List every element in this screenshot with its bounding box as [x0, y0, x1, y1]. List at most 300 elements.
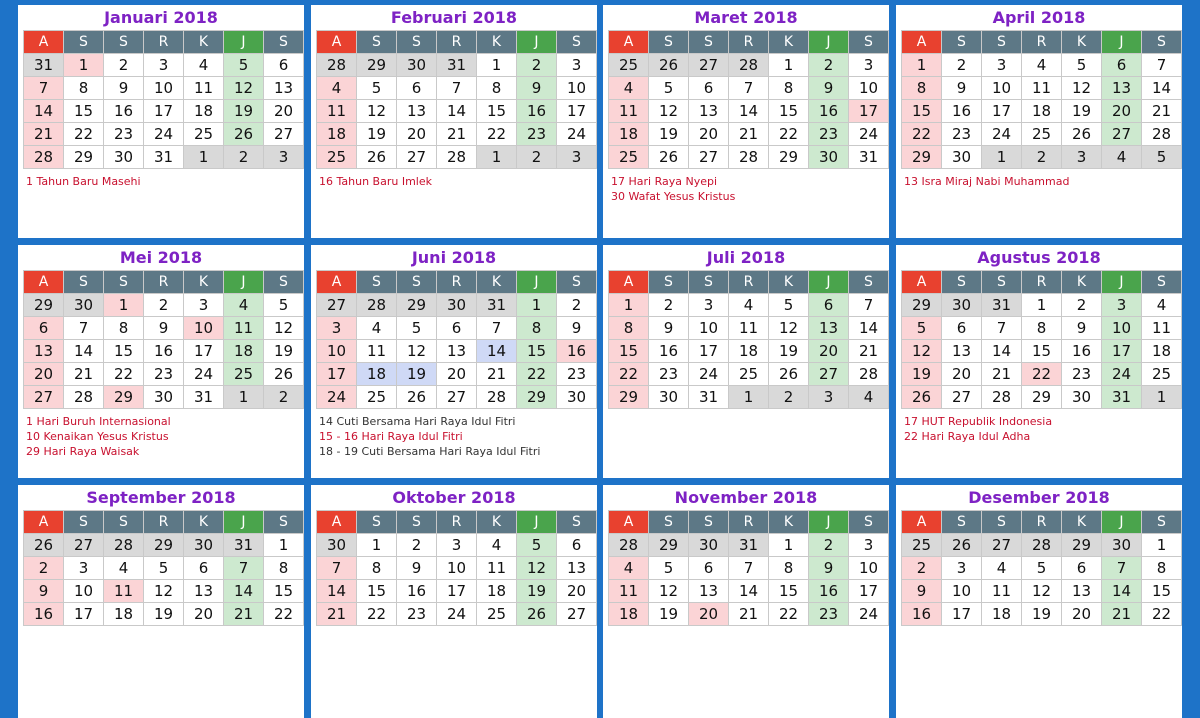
day-cell[interactable]: 9 — [1062, 317, 1102, 340]
day-cell[interactable]: 1 — [477, 54, 517, 77]
day-cell[interactable]: 22 — [1142, 603, 1182, 626]
day-cell[interactable]: 11 — [357, 340, 397, 363]
day-cell[interactable]: 10 — [144, 77, 184, 100]
day-cell[interactable]: 4 — [1022, 54, 1062, 77]
day-cell[interactable]: 31 — [144, 146, 184, 169]
day-cell[interactable]: 7 — [64, 317, 104, 340]
day-cell[interactable]: 9 — [557, 317, 597, 340]
day-cell[interactable]: 12 — [397, 340, 437, 363]
day-cell[interactable]: 10 — [982, 77, 1022, 100]
day-cell[interactable]: 9 — [104, 77, 144, 100]
day-cell[interactable]: 2 — [1022, 146, 1062, 169]
day-cell[interactable]: 13 — [689, 100, 729, 123]
day-cell[interactable]: 1 — [1142, 386, 1182, 409]
day-cell[interactable]: 25 — [729, 363, 769, 386]
day-cell[interactable]: 18 — [224, 340, 264, 363]
day-cell[interactable]: 15 — [902, 100, 942, 123]
day-cell[interactable]: 31 — [477, 294, 517, 317]
day-cell[interactable]: 5 — [649, 77, 689, 100]
day-cell[interactable]: 20 — [689, 123, 729, 146]
day-cell[interactable]: 22 — [902, 123, 942, 146]
day-cell[interactable]: 9 — [809, 77, 849, 100]
day-cell[interactable]: 23 — [517, 123, 557, 146]
day-cell[interactable]: 21 — [729, 123, 769, 146]
day-cell[interactable]: 20 — [437, 363, 477, 386]
day-cell[interactable]: 21 — [224, 603, 264, 626]
day-cell[interactable]: 5 — [1062, 54, 1102, 77]
day-cell[interactable]: 23 — [809, 603, 849, 626]
day-cell[interactable]: 20 — [397, 123, 437, 146]
day-cell[interactable]: 6 — [809, 294, 849, 317]
day-cell[interactable]: 26 — [649, 146, 689, 169]
day-cell[interactable]: 22 — [609, 363, 649, 386]
day-cell[interactable]: 18 — [184, 100, 224, 123]
day-cell[interactable]: 13 — [184, 580, 224, 603]
day-cell[interactable]: 25 — [609, 54, 649, 77]
day-cell[interactable]: 5 — [769, 294, 809, 317]
day-cell[interactable]: 9 — [24, 580, 64, 603]
day-cell[interactable]: 28 — [849, 363, 889, 386]
day-cell[interactable]: 12 — [264, 317, 304, 340]
day-cell[interactable]: 1 — [1022, 294, 1062, 317]
day-cell[interactable]: 10 — [437, 557, 477, 580]
day-cell[interactable]: 26 — [902, 386, 942, 409]
day-cell[interactable]: 12 — [144, 580, 184, 603]
day-cell[interactable]: 3 — [64, 557, 104, 580]
day-cell[interactable]: 15 — [64, 100, 104, 123]
day-cell[interactable]: 29 — [649, 534, 689, 557]
day-cell[interactable]: 3 — [1102, 294, 1142, 317]
day-cell[interactable]: 15 — [1022, 340, 1062, 363]
day-cell[interactable]: 26 — [397, 386, 437, 409]
day-cell[interactable]: 1 — [224, 386, 264, 409]
day-cell[interactable]: 21 — [729, 603, 769, 626]
day-cell[interactable]: 12 — [902, 340, 942, 363]
day-cell[interactable]: 3 — [317, 317, 357, 340]
day-cell[interactable]: 3 — [689, 294, 729, 317]
day-cell[interactable]: 17 — [849, 580, 889, 603]
day-cell[interactable]: 2 — [769, 386, 809, 409]
day-cell[interactable]: 16 — [1062, 340, 1102, 363]
day-cell[interactable]: 30 — [649, 386, 689, 409]
day-cell[interactable]: 4 — [729, 294, 769, 317]
day-cell[interactable]: 2 — [902, 557, 942, 580]
day-cell[interactable]: 21 — [437, 123, 477, 146]
day-cell[interactable]: 17 — [942, 603, 982, 626]
day-cell[interactable]: 7 — [1142, 54, 1182, 77]
day-cell[interactable]: 27 — [24, 386, 64, 409]
day-cell[interactable]: 29 — [357, 54, 397, 77]
day-cell[interactable]: 6 — [184, 557, 224, 580]
day-cell[interactable]: 4 — [1102, 146, 1142, 169]
day-cell[interactable]: 20 — [24, 363, 64, 386]
day-cell[interactable]: 18 — [1142, 340, 1182, 363]
day-cell[interactable]: 7 — [1102, 557, 1142, 580]
day-cell[interactable]: 23 — [104, 123, 144, 146]
day-cell[interactable]: 14 — [317, 580, 357, 603]
day-cell[interactable]: 16 — [557, 340, 597, 363]
day-cell[interactable]: 31 — [689, 386, 729, 409]
day-cell[interactable]: 15 — [264, 580, 304, 603]
day-cell[interactable]: 28 — [477, 386, 517, 409]
day-cell[interactable]: 5 — [264, 294, 304, 317]
day-cell[interactable]: 26 — [649, 54, 689, 77]
day-cell[interactable]: 20 — [1102, 100, 1142, 123]
day-cell[interactable]: 8 — [264, 557, 304, 580]
day-cell[interactable]: 6 — [1062, 557, 1102, 580]
day-cell[interactable]: 31 — [1102, 386, 1142, 409]
day-cell[interactable]: 9 — [517, 77, 557, 100]
day-cell[interactable]: 12 — [1062, 77, 1102, 100]
day-cell[interactable]: 24 — [184, 363, 224, 386]
day-cell[interactable]: 28 — [1022, 534, 1062, 557]
day-cell[interactable]: 15 — [769, 580, 809, 603]
day-cell[interactable]: 1 — [104, 294, 144, 317]
day-cell[interactable]: 17 — [64, 603, 104, 626]
day-cell[interactable]: 30 — [1102, 534, 1142, 557]
day-cell[interactable]: 29 — [517, 386, 557, 409]
day-cell[interactable]: 1 — [609, 294, 649, 317]
day-cell[interactable]: 5 — [1022, 557, 1062, 580]
day-cell[interactable]: 27 — [809, 363, 849, 386]
day-cell[interactable]: 10 — [849, 557, 889, 580]
day-cell[interactable]: 4 — [982, 557, 1022, 580]
day-cell[interactable]: 27 — [1102, 123, 1142, 146]
day-cell[interactable]: 19 — [144, 603, 184, 626]
day-cell[interactable]: 10 — [317, 340, 357, 363]
day-cell[interactable]: 19 — [902, 363, 942, 386]
day-cell[interactable]: 29 — [1062, 534, 1102, 557]
day-cell[interactable]: 10 — [64, 580, 104, 603]
day-cell[interactable]: 5 — [517, 534, 557, 557]
day-cell[interactable]: 29 — [64, 146, 104, 169]
day-cell[interactable]: 28 — [729, 146, 769, 169]
day-cell[interactable]: 19 — [769, 340, 809, 363]
day-cell[interactable]: 2 — [517, 146, 557, 169]
day-cell[interactable]: 18 — [104, 603, 144, 626]
day-cell[interactable]: 16 — [809, 100, 849, 123]
day-cell[interactable]: 4 — [357, 317, 397, 340]
day-cell[interactable]: 30 — [942, 146, 982, 169]
day-cell[interactable]: 3 — [849, 534, 889, 557]
day-cell[interactable]: 18 — [982, 603, 1022, 626]
day-cell[interactable]: 3 — [557, 146, 597, 169]
day-cell[interactable]: 13 — [689, 580, 729, 603]
day-cell[interactable]: 7 — [729, 77, 769, 100]
day-cell[interactable]: 26 — [942, 534, 982, 557]
day-cell[interactable]: 17 — [317, 363, 357, 386]
day-cell[interactable]: 5 — [144, 557, 184, 580]
day-cell[interactable]: 27 — [942, 386, 982, 409]
day-cell[interactable]: 19 — [264, 340, 304, 363]
day-cell[interactable]: 24 — [144, 123, 184, 146]
day-cell[interactable]: 5 — [649, 557, 689, 580]
day-cell[interactable]: 10 — [1102, 317, 1142, 340]
day-cell[interactable]: 1 — [769, 54, 809, 77]
day-cell[interactable]: 2 — [144, 294, 184, 317]
day-cell[interactable]: 2 — [942, 54, 982, 77]
day-cell[interactable]: 24 — [557, 123, 597, 146]
day-cell[interactable]: 16 — [144, 340, 184, 363]
day-cell[interactable]: 8 — [357, 557, 397, 580]
day-cell[interactable]: 16 — [104, 100, 144, 123]
day-cell[interactable]: 23 — [942, 123, 982, 146]
day-cell[interactable]: 18 — [357, 363, 397, 386]
day-cell[interactable]: 17 — [689, 340, 729, 363]
day-cell[interactable]: 4 — [317, 77, 357, 100]
day-cell[interactable]: 7 — [437, 77, 477, 100]
day-cell[interactable]: 31 — [729, 534, 769, 557]
day-cell[interactable]: 18 — [609, 603, 649, 626]
day-cell[interactable]: 15 — [477, 100, 517, 123]
day-cell[interactable]: 22 — [264, 603, 304, 626]
day-cell[interactable]: 7 — [729, 557, 769, 580]
day-cell[interactable]: 17 — [557, 100, 597, 123]
day-cell[interactable]: 22 — [64, 123, 104, 146]
day-cell[interactable]: 10 — [557, 77, 597, 100]
day-cell[interactable]: 25 — [1022, 123, 1062, 146]
day-cell[interactable]: 13 — [264, 77, 304, 100]
day-cell[interactable]: 14 — [1102, 580, 1142, 603]
day-cell[interactable]: 18 — [317, 123, 357, 146]
day-cell[interactable]: 21 — [1102, 603, 1142, 626]
day-cell[interactable]: 26 — [264, 363, 304, 386]
day-cell[interactable]: 24 — [437, 603, 477, 626]
day-cell[interactable]: 3 — [849, 54, 889, 77]
day-cell[interactable]: 17 — [849, 100, 889, 123]
day-cell[interactable]: 3 — [942, 557, 982, 580]
day-cell[interactable]: 29 — [902, 146, 942, 169]
day-cell[interactable]: 6 — [557, 534, 597, 557]
day-cell[interactable]: 6 — [689, 557, 729, 580]
day-cell[interactable]: 30 — [689, 534, 729, 557]
day-cell[interactable]: 1 — [357, 534, 397, 557]
day-cell[interactable]: 7 — [224, 557, 264, 580]
day-cell[interactable]: 29 — [769, 146, 809, 169]
day-cell[interactable]: 9 — [144, 317, 184, 340]
day-cell[interactable]: 2 — [104, 54, 144, 77]
day-cell[interactable]: 23 — [649, 363, 689, 386]
day-cell[interactable]: 21 — [317, 603, 357, 626]
day-cell[interactable]: 21 — [24, 123, 64, 146]
day-cell[interactable]: 4 — [477, 534, 517, 557]
day-cell[interactable]: 12 — [1022, 580, 1062, 603]
day-cell[interactable]: 19 — [397, 363, 437, 386]
day-cell[interactable]: 28 — [317, 54, 357, 77]
day-cell[interactable]: 11 — [1142, 317, 1182, 340]
day-cell[interactable]: 4 — [609, 77, 649, 100]
day-cell[interactable]: 2 — [649, 294, 689, 317]
day-cell[interactable]: 5 — [357, 77, 397, 100]
day-cell[interactable]: 27 — [437, 386, 477, 409]
day-cell[interactable]: 21 — [849, 340, 889, 363]
day-cell[interactable]: 30 — [104, 146, 144, 169]
day-cell[interactable]: 14 — [64, 340, 104, 363]
day-cell[interactable]: 28 — [609, 534, 649, 557]
day-cell[interactable]: 16 — [902, 603, 942, 626]
day-cell[interactable]: 25 — [477, 603, 517, 626]
day-cell[interactable]: 25 — [317, 146, 357, 169]
day-cell[interactable]: 20 — [809, 340, 849, 363]
day-cell[interactable]: 31 — [24, 54, 64, 77]
day-cell[interactable]: 6 — [264, 54, 304, 77]
day-cell[interactable]: 4 — [104, 557, 144, 580]
day-cell[interactable]: 3 — [437, 534, 477, 557]
day-cell[interactable]: 27 — [557, 603, 597, 626]
day-cell[interactable]: 7 — [317, 557, 357, 580]
day-cell[interactable]: 21 — [1142, 100, 1182, 123]
day-cell[interactable]: 8 — [902, 77, 942, 100]
day-cell[interactable]: 4 — [184, 54, 224, 77]
day-cell[interactable]: 10 — [689, 317, 729, 340]
day-cell[interactable]: 17 — [437, 580, 477, 603]
day-cell[interactable]: 19 — [649, 603, 689, 626]
day-cell[interactable]: 2 — [397, 534, 437, 557]
day-cell[interactable]: 10 — [942, 580, 982, 603]
day-cell[interactable]: 31 — [184, 386, 224, 409]
day-cell[interactable]: 24 — [849, 603, 889, 626]
day-cell[interactable]: 14 — [24, 100, 64, 123]
day-cell[interactable]: 10 — [184, 317, 224, 340]
day-cell[interactable]: 5 — [902, 317, 942, 340]
day-cell[interactable]: 22 — [357, 603, 397, 626]
day-cell[interactable]: 17 — [1102, 340, 1142, 363]
day-cell[interactable]: 8 — [769, 77, 809, 100]
day-cell[interactable]: 8 — [1142, 557, 1182, 580]
day-cell[interactable]: 9 — [649, 317, 689, 340]
day-cell[interactable]: 28 — [64, 386, 104, 409]
day-cell[interactable]: 14 — [437, 100, 477, 123]
day-cell[interactable]: 6 — [1102, 54, 1142, 77]
day-cell[interactable]: 19 — [357, 123, 397, 146]
day-cell[interactable]: 24 — [689, 363, 729, 386]
day-cell[interactable]: 26 — [517, 603, 557, 626]
day-cell[interactable]: 11 — [104, 580, 144, 603]
day-cell[interactable]: 22 — [477, 123, 517, 146]
day-cell[interactable]: 19 — [224, 100, 264, 123]
day-cell[interactable]: 14 — [477, 340, 517, 363]
day-cell[interactable]: 18 — [1022, 100, 1062, 123]
day-cell[interactable]: 29 — [104, 386, 144, 409]
day-cell[interactable]: 30 — [397, 54, 437, 77]
day-cell[interactable]: 11 — [729, 317, 769, 340]
day-cell[interactable]: 14 — [729, 580, 769, 603]
day-cell[interactable]: 20 — [184, 603, 224, 626]
day-cell[interactable]: 3 — [1062, 146, 1102, 169]
day-cell[interactable]: 24 — [982, 123, 1022, 146]
day-cell[interactable]: 26 — [24, 534, 64, 557]
day-cell[interactable]: 23 — [397, 603, 437, 626]
day-cell[interactable]: 31 — [224, 534, 264, 557]
day-cell[interactable]: 15 — [357, 580, 397, 603]
day-cell[interactable]: 2 — [24, 557, 64, 580]
day-cell[interactable]: 14 — [729, 100, 769, 123]
day-cell[interactable]: 17 — [144, 100, 184, 123]
day-cell[interactable]: 24 — [1102, 363, 1142, 386]
day-cell[interactable]: 1 — [982, 146, 1022, 169]
day-cell[interactable]: 28 — [437, 146, 477, 169]
day-cell[interactable]: 4 — [609, 557, 649, 580]
day-cell[interactable]: 16 — [397, 580, 437, 603]
day-cell[interactable]: 22 — [517, 363, 557, 386]
day-cell[interactable]: 20 — [557, 580, 597, 603]
day-cell[interactable]: 3 — [144, 54, 184, 77]
day-cell[interactable]: 1 — [477, 146, 517, 169]
day-cell[interactable]: 29 — [902, 294, 942, 317]
day-cell[interactable]: 7 — [982, 317, 1022, 340]
day-cell[interactable]: 21 — [64, 363, 104, 386]
day-cell[interactable]: 31 — [437, 54, 477, 77]
day-cell[interactable]: 25 — [357, 386, 397, 409]
day-cell[interactable]: 28 — [104, 534, 144, 557]
day-cell[interactable]: 22 — [104, 363, 144, 386]
day-cell[interactable]: 30 — [144, 386, 184, 409]
day-cell[interactable]: 28 — [24, 146, 64, 169]
day-cell[interactable]: 20 — [942, 363, 982, 386]
day-cell[interactable]: 25 — [609, 146, 649, 169]
day-cell[interactable]: 9 — [942, 77, 982, 100]
day-cell[interactable]: 20 — [264, 100, 304, 123]
day-cell[interactable]: 30 — [317, 534, 357, 557]
day-cell[interactable]: 16 — [809, 580, 849, 603]
day-cell[interactable]: 13 — [809, 317, 849, 340]
day-cell[interactable]: 25 — [1142, 363, 1182, 386]
day-cell[interactable]: 28 — [357, 294, 397, 317]
day-cell[interactable]: 30 — [437, 294, 477, 317]
day-cell[interactable]: 23 — [557, 363, 597, 386]
day-cell[interactable]: 6 — [397, 77, 437, 100]
day-cell[interactable]: 15 — [769, 100, 809, 123]
day-cell[interactable]: 12 — [517, 557, 557, 580]
day-cell[interactable]: 13 — [942, 340, 982, 363]
day-cell[interactable]: 27 — [689, 54, 729, 77]
day-cell[interactable]: 1 — [264, 534, 304, 557]
day-cell[interactable]: 30 — [942, 294, 982, 317]
day-cell[interactable]: 21 — [477, 363, 517, 386]
day-cell[interactable]: 26 — [357, 146, 397, 169]
day-cell[interactable]: 2 — [224, 146, 264, 169]
day-cell[interactable]: 21 — [982, 363, 1022, 386]
day-cell[interactable]: 27 — [264, 123, 304, 146]
day-cell[interactable]: 12 — [649, 580, 689, 603]
day-cell[interactable]: 10 — [849, 77, 889, 100]
day-cell[interactable]: 15 — [517, 340, 557, 363]
day-cell[interactable]: 1 — [729, 386, 769, 409]
day-cell[interactable]: 8 — [517, 317, 557, 340]
day-cell[interactable]: 14 — [224, 580, 264, 603]
day-cell[interactable]: 11 — [609, 580, 649, 603]
day-cell[interactable]: 15 — [1142, 580, 1182, 603]
day-cell[interactable]: 6 — [689, 77, 729, 100]
day-cell[interactable]: 2 — [809, 54, 849, 77]
day-cell[interactable]: 1 — [64, 54, 104, 77]
day-cell[interactable]: 5 — [397, 317, 437, 340]
day-cell[interactable]: 8 — [1022, 317, 1062, 340]
day-cell[interactable]: 1 — [517, 294, 557, 317]
day-cell[interactable]: 29 — [1022, 386, 1062, 409]
day-cell[interactable]: 3 — [184, 294, 224, 317]
day-cell[interactable]: 23 — [144, 363, 184, 386]
day-cell[interactable]: 20 — [1062, 603, 1102, 626]
day-cell[interactable]: 29 — [609, 386, 649, 409]
day-cell[interactable]: 22 — [1022, 363, 1062, 386]
day-cell[interactable]: 11 — [184, 77, 224, 100]
day-cell[interactable]: 6 — [24, 317, 64, 340]
day-cell[interactable]: 2 — [557, 294, 597, 317]
day-cell[interactable]: 31 — [849, 146, 889, 169]
day-cell[interactable]: 28 — [729, 54, 769, 77]
day-cell[interactable]: 8 — [64, 77, 104, 100]
